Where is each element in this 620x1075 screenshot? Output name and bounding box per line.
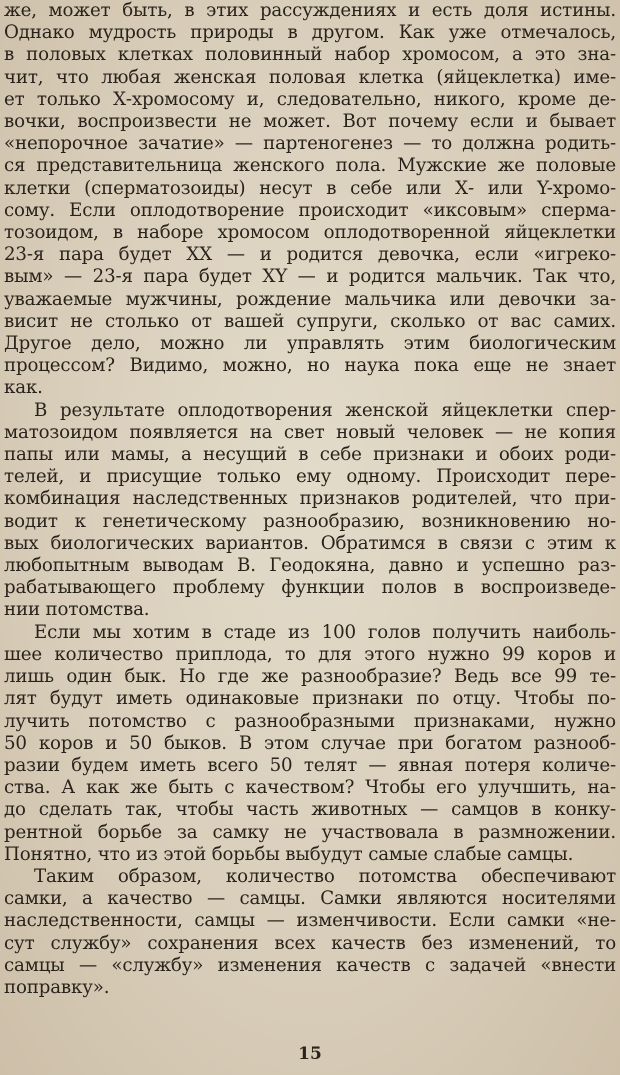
text-line: до сделать так, чтобы часть животных — самцов в конку- [4, 799, 616, 821]
text-line: ся представительница женского пола. Мужские же половые [4, 155, 616, 177]
text-line: вых биологических вариантов. Обратимся в связи с этим к [4, 532, 616, 554]
text-line: лят будут иметь одинаковые признаки по отцу. Чтобы по- [4, 688, 616, 710]
text-line: процессом? Видимо, можно, но наука пока еще не знает [4, 355, 616, 377]
text-line: рентной борьбе за самку не участвовала в размножении. [4, 821, 616, 843]
text-line: же, может быть, в этих рассуждениях и есть доля истины. [4, 0, 616, 21]
paragraph [4, 400, 616, 622]
text-line: уважаемые мужчины, рождение мальчика или девочки за- [4, 288, 616, 310]
page-number: 15 [298, 1044, 322, 1064]
text-line: висит не столько от вашей супруги, сколько от вас самих. [4, 310, 616, 332]
text-line: «непорочное зачатие» — партеногенез — то должна родить- [4, 133, 616, 155]
text-line: сут службу» сохранения всех качеств без изменений, то [4, 932, 616, 954]
text-line: комбинация наследственных признаков родителей, что при- [4, 488, 616, 510]
text-line: в половых клетках половинный набор хромосом, а это зна- [4, 44, 616, 66]
text-line: нии потомства. [4, 599, 150, 621]
text-line: ства. А как же быть с качеством? Чтобы его улучшить, на- [4, 777, 616, 799]
paragraph [4, 866, 616, 999]
body-text [4, 0, 616, 999]
text-line: лучить потомство с разнообразными признаками, нужно [4, 710, 616, 732]
text-line: вым» — 23-я пара будет XY — и родится мальчик. Так что, [4, 266, 616, 288]
paragraph [4, 0, 616, 400]
text-line: водит к генетическому разнообразию, возникновению но- [4, 510, 616, 532]
text-line: рабатывающего проблему функции полов в воспроизведе- [4, 577, 616, 599]
text-line: самцы — «службу» изменения качеств с задачей «внести [4, 954, 616, 976]
text-line: разии будем иметь всего 50 телят — явная потеря количе- [4, 754, 616, 776]
text-line: Если мы хотим в стаде из 100 голов получить наиболь- [34, 621, 616, 643]
text-line: клетки (сперматозоиды) несут в себе или Х- или Y-хромо- [4, 177, 616, 199]
text-line: самки, а качество — самцы. Самки являются носителями [4, 888, 616, 910]
text-line: лишь один бык. Но где же разнообразие? Ведь все 99 те- [4, 666, 616, 688]
text-line: телей, и присущие только ему одному. Происходит пере- [4, 466, 616, 488]
text-line: чит, что любая женская половая клетка (яйцеклетка) име- [4, 66, 616, 88]
text-line: сому. Если оплодотворение происходит «иксовым» сперма- [4, 199, 616, 221]
text-line: Однако мудрость природы в другом. Как уже отмечалось, [4, 22, 616, 44]
text-line: любопытным выводам В. Геодокяна, давно и успешно раз- [4, 555, 616, 577]
text-line: поправку». [4, 976, 110, 998]
paragraph [4, 622, 616, 866]
text-line: вочки, воспроизвести не может. Вот почему если и бывает [4, 111, 616, 133]
text-line: ет только Х-хромосому и, следовательно, никого, кроме де- [4, 88, 616, 110]
text-line: 23-я пара будет XX — и родится девочка, если «игреко- [4, 244, 616, 266]
text-line: шее количество приплода, то для этого нужно 99 коров и [4, 643, 616, 665]
text-line: Другое дело, можно ли управлять этим биологическим [4, 333, 616, 355]
text-line: тозоидом, в наборе хромосом оплодотворенной яйцеклетки [4, 222, 616, 244]
text-line: 50 коров и 50 быков. В этом случае при богатом разнооб- [4, 732, 616, 754]
text-line: наследственности, самцы — изменчивости. Если самки «не- [4, 910, 616, 932]
text-line: матозоидом появляется на свет новый человек — не копия [4, 421, 616, 443]
text-line: Таким образом, количество потомства обеспечивают [34, 865, 616, 887]
text-line: В результате оплодотворения женской яйцеклетки спер- [34, 399, 616, 421]
text-line: Понятно, что из этой борьбы выбудут самые слабые самцы. [4, 843, 574, 865]
text-line: папы или мамы, а несущий в себе признаки и обоих роди- [4, 444, 616, 466]
text-line: как. [4, 377, 43, 399]
